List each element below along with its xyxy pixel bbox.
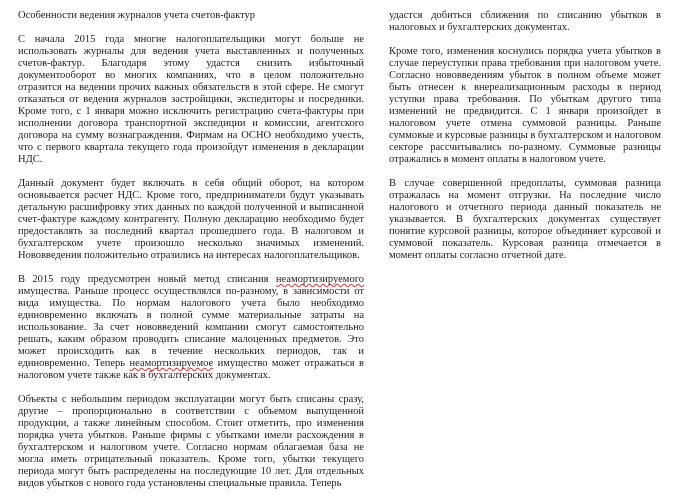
left-column [18,10,364,502]
paragraph-text: С начала 2015 года многие налогоплательщики могут больше не использовать журналы для ведения учета выставленных и полученных счетов-фактур. Благодаря этому удастся снизить избыточный документооборот во многих компаниях, что в целом положительно отразится на ведении прочих важных обязательств в этой сфере. Не смогут отказаться от ведения журналов застройщики, экспедиторы и посредники. Кроме того, с 1 января можно исключить регистрацию счета-фактуры при исполнении договора транспортной экспедиции и комиссии, агентского договора на сумму вознаграждения. Фирмам на ОСНО необходимо учесть, что с первого квартала текущего года произойдут изменения в декларации НДС. [18,34,364,165]
paragraph-text: Кроме того, изменения коснулись порядка учета убытков в случае переуступки права требования при налоговом учете. Согласно нововведениям убыток в полном объеме может быть отнесен к внереализационным расходы в период уступки права требования. По убыткам другого типа изменений не предвидится. С 1 января произойдет в налоговом учете отмена суммовой разницы. Раньше суммовые и курсовые разницы в бухгалтерском и налоговом секторе рассчитывались по-разному. Суммовые разницы отражались в момент оплаты в налоговом учете. [389,46,661,165]
paragraph-text: имущества. Раньше процесс осуществлялся по-разному, в зависимости от вида имущества. По нормам налогового учета было необходимо единовременно включать в полной сумме материальные затраты на использование. За счет нововведений компании смогут самостоятельно решать, каким образом проводить списание малоценных предметов. Это может происходить как в течение нескольких периодов, так и единовременно. Теперь [18,286,364,369]
document-heading [18,10,364,22]
misspelled-word: неамортизируемого [275,274,364,285]
paragraph [18,34,364,166]
paragraph-text: Объекты с небольшим периодом эксплуатации могут быть списаны сразу, другие – пропорционально в соответствии с объемом выпущенной продукции, а также линейным способом. Стоит отметить, про изменения порядка учета убытков. Раньше фирмы с убытками имели расхождения в бухгалтерском и налоговом учете. Согласно нормам облагаемая база не могла иметь отрицательный показатель. Кроме того, убытки текущего периода могут быть распределены на последующие 10 лет. Для отдельных видов убытков с нового года установлены специальные правила. Теперь [18,394,364,489]
misspelled-word: неамортизируемое [129,358,214,369]
paragraph-text: Данный документ будет включать в себя общий оборот, на котором основывается расчет НДС. Кроме того, предприниматели будут указывать детальную расшифровку этих данных по каждой полученной и выписанной счет-фактуре каждому контрагенту. Полную декларацию необходимо будет предоставлять за последний квартал прошедшего года. В налоговом и бухгалтерском учете произошло несколько значимых изменений. Нововведения положительно отразились на интересах налогоплательщиков. [18,178,364,261]
paragraph [389,178,661,262]
paragraph [18,274,364,382]
paragraph [389,10,661,34]
paragraph [18,394,364,490]
paragraph [18,178,364,262]
right-column [389,10,661,274]
paragraph-text: В 2015 году предусмотрен новый метод списания [18,274,276,285]
paragraph-text: удастся добиться сближения по списанию убытков в налоговых и бухгалтерских документах. [389,10,661,33]
heading-text: Особенности ведения журналов учета счетов-фактур [18,10,256,21]
paragraph-text: В случае совершенной предоплаты, суммовая разница отражалась на момент отгрузки. На последние число налогового и отчетного периода данный показатель не указывается. В бухгалтерских документах существует понятие курсовой разницы, которое объединяет курсовой и суммовой показатель. Курсовая разница отмечается в момент оплаты согласно отчетной дате. [389,178,661,261]
paragraph-text: имущество может отражаться в налоговом учете также как в бухгалтерских документах. [18,358,364,381]
paragraph [389,46,661,166]
